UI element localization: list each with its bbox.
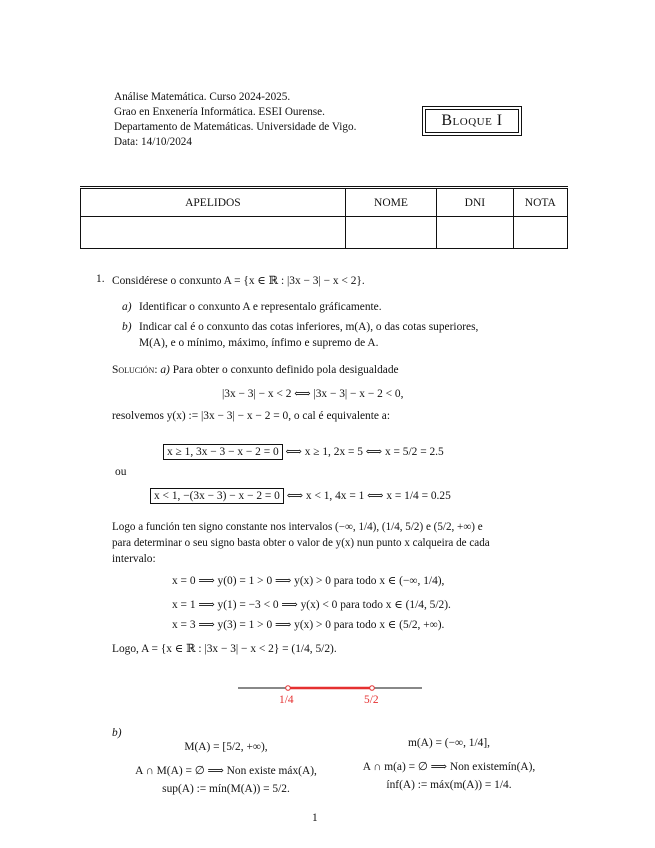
header-line-department: Departamento de Matemáticas. Universidade de Vigo. — [114, 121, 357, 133]
paragraph-1-line1: Logo a función ten signo constante nos intervalos (−∞, 1/4), (1/4, 5/2) e (5/2, +∞) e — [112, 521, 483, 533]
item-b-text-line1: Indicar cal é o conxunto das cotas inferiores, m(A), o das cotas superiores, — [139, 321, 479, 333]
number-line-left-label: 1/4 — [279, 694, 294, 706]
case-2 — [150, 488, 451, 502]
open-endpoint-right — [370, 686, 375, 691]
min-statement: A ∩ m(a) = ∅ ⟹ Non existemín(A), — [362, 761, 536, 773]
case-1-box: x ≥ 1, 3x − 3 − x − 2 = 0 — [163, 444, 283, 460]
cell-apelidos[interactable] — [81, 217, 346, 249]
column-header-apelidos: APELIDOS — [81, 188, 346, 217]
sign-test-1: x = 0 ⟹ y(0) = 1 > 0 ⟹ y(x) > 0 para todo x ∈ (−∞, 1/4), — [172, 575, 445, 587]
upper-bounds: M(A) = [5/2, +∞), — [184, 741, 268, 753]
column-header-nota: NOTA — [513, 188, 567, 217]
document-header — [114, 90, 356, 150]
cell-dni[interactable] — [437, 217, 513, 249]
case-1 — [163, 444, 444, 458]
equation-1: |3x − 3| − x < 2 ⟺ |3x − 3| − x − 2 < 0, — [222, 388, 404, 400]
header-line-date: Data: 14/10/2024 — [114, 136, 192, 148]
case-2-rest: ⟺ x < 1, 4x = 1 ⟺ x = 1/4 = 0.25 — [286, 490, 451, 502]
paragraph-1-line2: para determinar o seu signo basta obter o valor de y(x) nun punto x calqueira de cada — [112, 537, 490, 549]
student-info-table — [80, 186, 568, 249]
open-endpoint-left — [286, 686, 291, 691]
cell-nota[interactable] — [513, 217, 567, 249]
block-label: Bloque I — [425, 109, 519, 133]
column-header-dni: DNI — [437, 188, 513, 217]
header-line-degree: Grao en Enxenería Informática. ESEI Ourense. — [114, 106, 325, 118]
item-a-text: Identificar o conxunto A e representalo gráficamente. — [139, 301, 382, 313]
page-number: 1 — [312, 812, 318, 824]
number-line — [236, 680, 426, 694]
sup-statement: sup(A) := mín(M(A)) = 5/2. — [162, 783, 290, 795]
header-line-course: Análise Matemática. Curso 2024-2025. — [114, 91, 291, 103]
conclusion: Logo, A = {x ∈ ℝ : |3x − 3| − x < 2} = (1/4, 5/2). — [112, 643, 337, 655]
column-header-nome: NOME — [345, 188, 436, 217]
part-b-label: b) — [112, 727, 122, 739]
item-a-label: a) — [122, 301, 132, 313]
or-word: ou — [115, 466, 127, 478]
solution-intro-line — [112, 364, 399, 376]
lower-bounds: m(A) = (−∞, 1/4], — [407, 737, 491, 749]
paragraph-1-line3: intervalo: — [112, 553, 156, 565]
inf-statement: ínf(A) := máx(m(A)) = 1/4. — [386, 779, 512, 791]
sign-test-2: x = 1 ⟹ y(1) = −3 < 0 ⟹ y(x) < 0 para todo x ∈ (1/4, 5/2). — [172, 599, 451, 611]
problem-statement: Considérese o conxunto A = {x ∈ ℝ : |3x − 3| − x < 2}. — [112, 275, 365, 287]
problem-number: 1. — [96, 273, 105, 285]
solution-heading: Solución: — [112, 364, 158, 376]
item-b-label: b) — [122, 321, 132, 333]
sign-test-3: x = 3 ⟹ y(3) = 1 > 0 ⟹ y(x) > 0 para todo x ∈ (5/2, +∞). — [172, 619, 445, 631]
case-1-rest: ⟺ x ≥ 1, 2x = 5 ⟺ x = 5/2 = 2.5 — [285, 446, 444, 458]
part-a-label: a) — [160, 364, 170, 376]
case-2-box: x < 1, −(3x − 3) − x − 2 = 0 — [150, 488, 284, 504]
cell-nome[interactable] — [345, 217, 436, 249]
item-b-text-line2: M(A), e o mínimo, máximo, ínfimo e supremo de A. — [139, 337, 379, 349]
solution-intro: Para obter o conxunto definido pola desigualdade — [172, 364, 399, 376]
block-badge — [422, 106, 522, 136]
max-statement: A ∩ M(A) = ∅ ⟹ Non existe máx(A), — [135, 765, 317, 777]
solve-text: resolvemos y(x) := |3x − 3| − x − 2 = 0, o cal é equivalente a: — [112, 410, 391, 422]
number-line-right-label: 5/2 — [364, 694, 379, 706]
